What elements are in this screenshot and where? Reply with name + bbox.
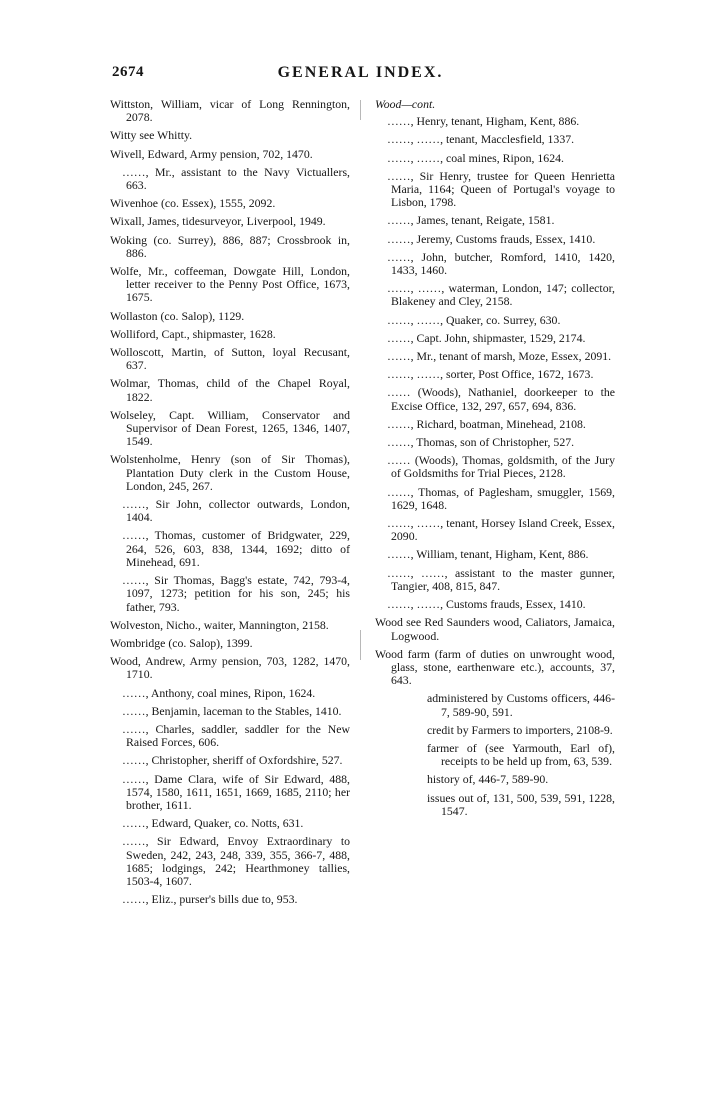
index-entry: Wolloscott, Martin, of Sutton, loyal Recusant, 637. (110, 345, 350, 373)
index-entry: …… (Woods), Nathaniel, doorkeeper to the Excise Office, 132, 297, 657, 694, 836. (387, 385, 615, 413)
index-entry: administered by Customs officers, 446-7, 589-90, 591. (427, 691, 615, 719)
index-entry: …… (Woods), Thomas, goldsmith, of the Jury of Goldsmiths for Trial Pieces, 2128. (387, 453, 615, 481)
index-entry: Wolliford, Capt., shipmaster, 1628. (110, 326, 276, 341)
page-number: 2674 (112, 64, 144, 80)
index-entry: ……, Jeremy, Customs frauds, Essex, 1410. (387, 231, 596, 246)
index-entry: ……, Thomas, son of Christopher, 527. (387, 435, 575, 450)
index-entry: Wood, Andrew, Army pension, 703, 1282, 1470, 1710. (110, 654, 350, 682)
index-entry: ……, Henry, tenant, Higham, Kent, 886. (387, 114, 580, 129)
index-entry: Wollaston (co. Salop), 1129. (110, 308, 245, 323)
index-entry: ……, John, butcher, Romford, 1410, 1420, 1433, 1460. (387, 249, 615, 278)
index-entry: ……, Anthony, coal mines, Ripon, 1624. (122, 685, 316, 700)
index-entry: ……, Edward, Quaker, co. Notts, 631. (122, 816, 304, 831)
index-entry: ……, ……, Customs frauds, Essex, 1410. (387, 597, 586, 612)
index-entry: Wivell, Edward, Army pension, 702, 1470. (110, 146, 313, 161)
index-entry: ……, Thomas, customer of Bridgwater, 229, 264, 526, 603, 838, 1344, 1692; ditto of Minehead, 691. (122, 528, 350, 569)
index-entry: Wolseley, Capt. William, Conservator and Supervisor of Dean Forest, 1265, 1346, 1407, 1549. (110, 407, 350, 449)
index-entry: ……, ……, tenant, Horsey Island Creek, Essex, 2090. (387, 516, 615, 544)
index-entry: Wolmar, Thomas, child of the Chapel Royal, 1822. (110, 376, 350, 404)
column-divider (360, 630, 361, 660)
index-entry: ……, Mr., tenant of marsh, Moze, Essex, 2091. (387, 349, 612, 364)
index-entry: farmer of (see Yarmouth, Earl of), receipts to be held up from, 63, 539. (427, 740, 615, 769)
index-entry: history of, 446-7, 589-90. (427, 772, 549, 787)
index-entry: ……, Sir Edward, Envoy Extraordinary to Sweden, 242, 243, 248, 339, 355, 366-7, 488, 1685; lodgings, 242; Hearthmoney tallies, 1503-4, 1607. (122, 834, 350, 888)
index-entry: ……, Capt. John, shipmaster, 1529, 2174. (387, 330, 586, 345)
index-entry: ……, ……, coal mines, Ripon, 1624. (387, 150, 564, 165)
index-entry: ……, Benjamin, laceman to the Stables, 1410. (122, 703, 342, 718)
index-entry: Wood see Red Saunders wood, Caliators, Jamaica, Logwood. (375, 615, 615, 643)
index-entry: Witty see Whitty. (110, 128, 193, 143)
index-entry: ……, Sir Henry, trustee for Queen Henrietta Maria, 1164; Queen of Portugal's voyage to Lisbon, 1798. (387, 168, 615, 210)
index-entry: Wixall, James, tidesurveyor, Liverpool, 1949. (110, 214, 326, 229)
index-entry: ……, Christopher, sheriff of Oxfordshire, 527. (122, 753, 343, 768)
index-entry: ……, ……, tenant, Macclesfield, 1337. (387, 132, 575, 147)
index-entry: Wolveston, Nicho., waiter, Mannington, 2158. (110, 617, 329, 632)
index-entry: ……, Dame Clara, wife of Sir Edward, 488, 1574, 1580, 1611, 1651, 1669, 1685, 2110; her brother, 1611. (122, 771, 350, 812)
index-entry: ……, Sir John, collector outwards, London, 1404. (122, 497, 350, 525)
index-entry: ……, William, tenant, Higham, Kent, 886. (387, 547, 589, 562)
index-entry: Wittston, William, vicar of Long Rennington, 2078. (110, 97, 350, 125)
index-entry: Wivenhoe (co. Essex), 1555, 2092. (110, 196, 276, 211)
index-entry: credit by Farmers to importers, 2108-9. (427, 722, 613, 737)
index-entry: ……, Eliz., purser's bills due to, 953. (122, 892, 298, 907)
index-entry: ……, ……, waterman, London, 147; collector, Blakeney and Cley, 2158. (387, 281, 615, 309)
index-entry: ……, ……, Quaker, co. Surrey, 630. (387, 312, 561, 327)
left-column (110, 98, 350, 911)
index-entry: issues out of, 131, 500, 539, 591, 1228, 1547. (427, 790, 615, 818)
index-entry: Woking (co. Surrey), 886, 887; Crossbrook in, 886. (110, 232, 350, 260)
column-divider (360, 100, 361, 120)
index-entry: ……, Thomas, of Paglesham, smuggler, 1569, 1629, 1648. (387, 484, 615, 512)
index-entry: Wood farm (farm of duties on unwrought wood, glass, stone, earthenware etc.), accounts, 37, 643. (375, 646, 615, 688)
right-column (375, 98, 615, 823)
index-entry: ……, ……, assistant to the master gunner, Tangier, 408, 815, 847. (387, 565, 615, 593)
index-entry: ……, James, tenant, Reigate, 1581. (387, 213, 555, 228)
index-entry: ……, Mr., assistant to the Navy Victuallers, 663. (122, 164, 350, 193)
index-entry: Wombridge (co. Salop), 1399. (110, 635, 253, 650)
column-heading: Wood—cont. (375, 97, 436, 111)
running-head: GENERAL INDEX. (277, 64, 444, 81)
right-column-entries (375, 115, 615, 818)
index-entry: Wolfe, Mr., coffeeman, Dowgate Hill, London, letter receiver to the Penny Post Office, 1673, 1675. (110, 264, 350, 305)
index-entry: ……, Sir Thomas, Bagg's estate, 742, 793-4, 1097, 1273; petition for his son, 245; his father, 793. (122, 573, 350, 614)
index-entry: ……, Richard, boatman, Minehead, 2108. (387, 416, 586, 431)
index-entry: ……, Charles, saddler, saddler for the New Raised Forces, 606. (122, 721, 350, 750)
index-entry: Wolstenholme, Henry (son of Sir Thomas), Plantation Duty clerk in the Custom House, London, 245, 267. (110, 452, 350, 493)
index-entry: ……, ……, sorter, Post Office, 1672, 1673. (387, 367, 594, 382)
